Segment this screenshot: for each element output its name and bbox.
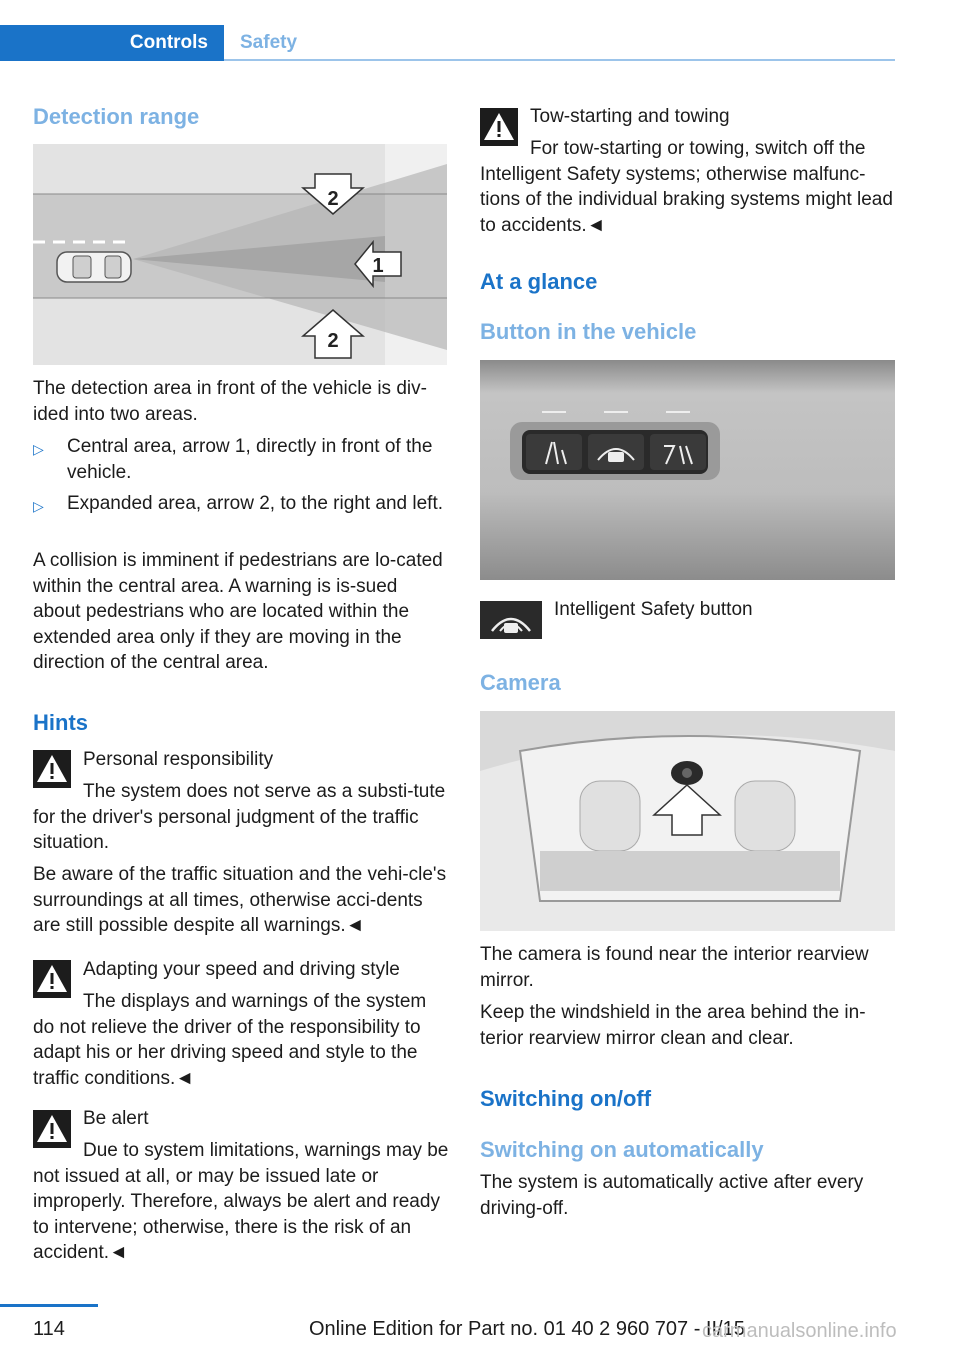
detection-range-figure (33, 144, 447, 365)
detection-range-diagram (33, 144, 447, 365)
camera-text-2: Keep the windshield in the area behind the in-terior rearview mirror clean and clear. (480, 1002, 866, 1049)
detection-text: The detection area in front of the vehicle is div-ided into two areas. (33, 378, 427, 425)
camera-text: The camera is found near the interior rearview mirror. (480, 944, 869, 991)
warning-body: The displays and warnings of the system do not relieve the driver of the responsibility to adapt his or her driving speed and style to the traffic conditions.◄ (33, 991, 427, 1089)
camera-heading: Camera (480, 670, 561, 695)
camera-photo (480, 711, 895, 931)
at-a-glance-heading: At a glance (480, 269, 598, 294)
footer-divider (0, 1304, 98, 1307)
warning-body: The system does not serve as a substi-tute for the driver's personal judgment of the traffic situation. (33, 781, 446, 853)
header-divider (224, 59, 895, 61)
edition-text: Online Edition for Part no. 01 40 2 960 707 - II/15 (309, 1318, 745, 1340)
collision-text: A collision is imminent if pedestrians are lo-cated within the central area. A warning is is-sued about pedestrians who are located within the extended area only if they are moving in the direction of the central area. (33, 550, 443, 673)
button-in-vehicle-heading: Button in the vehicle (480, 319, 697, 344)
detection-range-heading: Detection range (33, 104, 200, 129)
warning-title: Tow-starting and towing (530, 106, 730, 127)
bullet-triangle-icon: ▷ (33, 498, 44, 514)
list-item (33, 491, 449, 543)
warning-title: Personal responsibility (83, 749, 274, 770)
button-caption: Intelligent Safety button (554, 599, 753, 620)
bullet-triangle-icon: ▷ (33, 441, 44, 457)
arrow-2-bottom-label: 2 (327, 330, 339, 352)
bullet-text: Expanded area, arrow 2, to the right and left. (67, 493, 444, 514)
warning-title: Be alert (83, 1108, 149, 1129)
watermark: carmanualsonline.info (702, 1320, 897, 1342)
list-item (33, 434, 449, 486)
auto-text: The system is automatically active after every driving-off. (480, 1172, 864, 1219)
auto-heading: Switching on automatically (480, 1137, 764, 1162)
warning-body: Due to system limitations, warnings may be not issued at all, or may be issued late or improperly. Therefore, always be alert and ready to intervene; otherwise, there is the risk of an accident.◄ (33, 1140, 449, 1263)
switching-heading: Switching on/off (480, 1086, 652, 1111)
page-number: 114 (33, 1318, 65, 1340)
button-right[interactable] (650, 434, 706, 470)
intelligent-safety-button-icon (480, 601, 542, 639)
arrow-1-label: 1 (372, 255, 384, 277)
warning-body-continued: Be aware of the traffic situation and the vehi-cle's surroundings at all times, otherwise acci-dents are still possible despite all warnings.◄ (33, 864, 447, 936)
button-left[interactable] (526, 434, 582, 470)
button-photo (480, 360, 895, 580)
header-bar (0, 25, 895, 61)
warning-title: Adapting your speed and driving style (83, 959, 400, 980)
warning-body: For tow-starting or towing, switch off the Intelligent Safety systems; otherwise malfunc-tions of the individual braking systems might lead to accidents.◄ (480, 138, 893, 236)
bullet-text: Central area, arrow 1, directly in front of the vehicle. (67, 436, 433, 483)
tab-safety[interactable]: Safety (240, 32, 298, 53)
arrow-2-top-label: 2 (327, 188, 339, 210)
tab-controls[interactable]: Controls (0, 25, 224, 61)
hints-heading: Hints (33, 710, 88, 735)
